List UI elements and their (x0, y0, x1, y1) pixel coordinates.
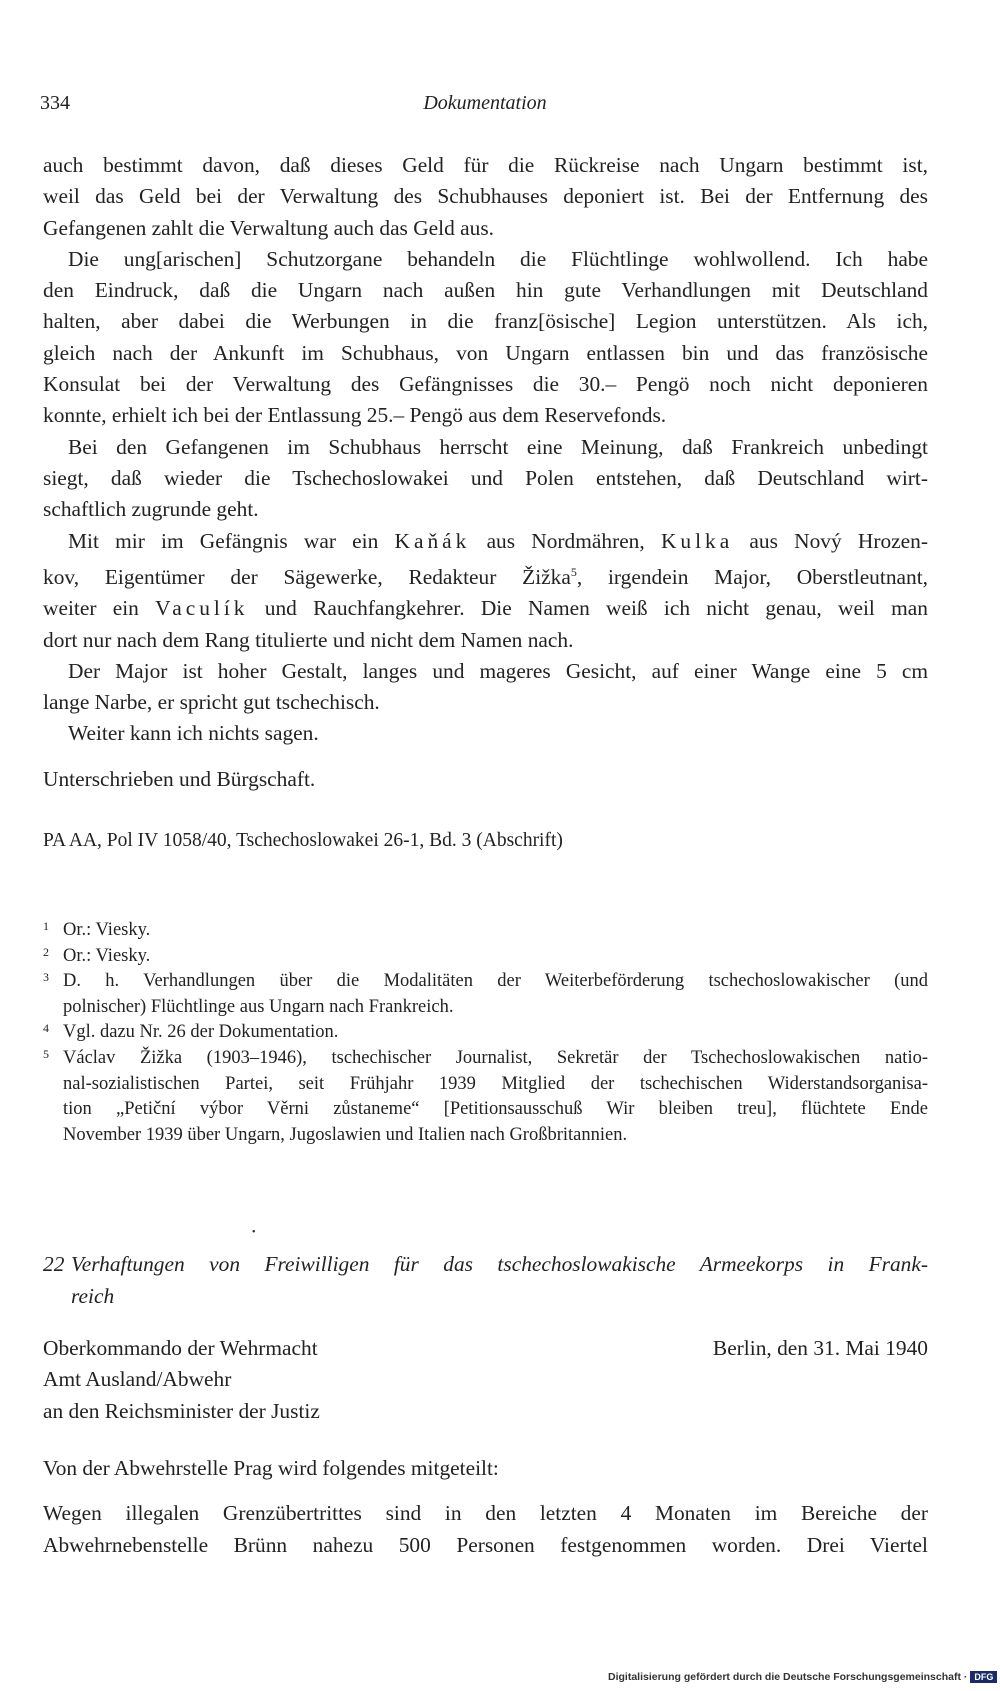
dfg-logo: DFG (970, 1671, 997, 1683)
text-line: konnte, erhielt ich bei der Entlassung 25.– Pengö aus dem Reservefonds. (43, 403, 667, 428)
letter-department: Amt Ausland/Abwehr (43, 1367, 232, 1392)
section-title-line: reich (71, 1284, 115, 1308)
text-line: Der Major ist hoher Gestalt, langes und mageres Gesicht, auf einer Wange eine 5 cm (68, 658, 928, 683)
text-span: , irgendein Major, Oberstleutnant, (576, 564, 928, 589)
letter-recipient: an den Reichsminister der Justiz (43, 1398, 320, 1423)
footnote-ref: 5 (570, 564, 577, 579)
person-name: Kulka (660, 528, 734, 553)
paragraph (43, 150, 928, 244)
body-text (43, 150, 928, 795)
text-span: aus Nordmähren, (486, 528, 645, 553)
person-name: Kaňák (394, 528, 471, 553)
footnote-line: Or.: Viesky. (63, 945, 151, 966)
spacer (43, 750, 928, 764)
text-span: weiter ein (43, 596, 139, 621)
paragraph (43, 244, 928, 432)
footnote (43, 1046, 928, 1148)
text-line: dort nur nach dem Rang titulierte und nicht dem Namen nach. (43, 627, 574, 652)
footnote-line: Vgl. dazu Nr. 26 der Dokumentation. (63, 1022, 339, 1043)
page-header (40, 92, 930, 120)
footnote-line: Or.: Viesky. (63, 920, 151, 940)
footnote (43, 969, 928, 1020)
text-line: gleich nach der Ankunft im Schubhaus, von Ungarn entlassen bin und das französische (43, 340, 928, 365)
footnote-line: tion „Petiční výbor Věrni zůstaneme“ [Petitionsausschuß Wir bleiben treu], flüchtete Ende (63, 1099, 928, 1120)
letter-sender: Oberkommando der Wehrmacht (43, 1336, 318, 1360)
letter-body (43, 1453, 928, 1561)
person-name: Vaculík (155, 596, 249, 621)
text-line: Wegen illegalen Grenzübertrittes sind in den letzten 4 Monaten im Bereiche der (43, 1501, 928, 1526)
text-line (43, 593, 928, 624)
text-line (43, 526, 928, 557)
text-line: lange Narbe, er spricht gut tschechisch. (43, 690, 380, 715)
text-line: den Eindruck, daß die Ungarn nach außen hin gute Verhandlungen mit Deutschland (43, 278, 928, 303)
text-line: weil das Geld bei der Verwaltung des Schubhauses deponiert ist. Bei der Entfernung des (43, 184, 928, 209)
text-line: Konsulat bei der Verwaltung des Gefängnisses die 30.– Pengö noch nicht deponieren (43, 372, 928, 397)
source-citation: PA AA, Pol IV 1058/40, Tschechoslowakei 26-1, Bd. 3 (Abschrift) (43, 830, 563, 851)
footnote-number: 1 (43, 919, 49, 933)
digitization-footer (608, 1671, 997, 1683)
footnote-number: 4 (43, 1021, 49, 1036)
text-line: Bei den Gefangenen im Schubhaus herrscht eine Meinung, daß Frankreich unbedingt (68, 434, 928, 459)
text-line: Abwehrnebenstelle Brünn nahezu 500 Personen festgenommen worden. Drei Viertel (43, 1532, 928, 1557)
section-heading (43, 1248, 928, 1312)
text-span: kov, Eigentümer der Sägewerke, Redakteur Žižka (43, 564, 571, 589)
footnote-number: 5 (43, 1046, 49, 1061)
letter-place-date: Berlin, den 31. Mai 1940 (712, 1336, 928, 1360)
text-line: auch bestimmt davon, daß dieses Geld für die Rückreise nach Ungarn bestimmt ist, (43, 153, 928, 177)
running-head: Dokumentation (423, 92, 547, 114)
signature-note: Unterschrieben und Bürgschaft. (43, 766, 316, 791)
text-line: Gefangenen zahlt die Verwaltung auch das Geld aus. (43, 215, 495, 240)
section-title-line: Verhaftungen von Freiwilligen für das tschechoslowakische Armeekorps in Frank- (71, 1252, 928, 1276)
footnote-line: Václav Žižka (1903–1946), tschechischer Journalist, Sekretär der Tschechoslowakischen natio- (63, 1047, 928, 1068)
text-line: schaftlich zugrunde geht. (43, 497, 259, 522)
paragraph (43, 432, 928, 526)
footnote-line: November 1939 über Ungarn, Jugoslawien und Italien nach Großbritannien. (63, 1124, 628, 1145)
footnote (43, 918, 928, 944)
text-line: halten, aber dabei die Werbungen in die franz[ösische] Legion unterstützen. Als ich, (43, 309, 928, 334)
footer-text: Digitalisierung gefördert durch die Deutsche Forschungsgemeinschaft · (608, 1671, 968, 1683)
paragraph (43, 656, 928, 719)
text-span: aus Nový Hrozen- (749, 528, 928, 553)
section-number: 22 (43, 1252, 65, 1276)
print-mark: • (252, 1227, 256, 1238)
footnote (43, 944, 928, 970)
page-number: 334 (40, 92, 70, 114)
letter-header (43, 1333, 928, 1427)
letter-intro: Von der Abwehrstelle Prag wird folgendes mitgeteilt: (43, 1456, 499, 1480)
footnote-line: polnischer) Flüchtlinge aus Ungarn nach Frankreich. (63, 996, 454, 1017)
text-line: siegt, daß wieder die Tschechoslowakei und Polen entstehen, daß Deutschland wirt- (43, 465, 928, 490)
paragraph (43, 526, 928, 656)
footnote-line: D. h. Verhandlungen über die Modalitäten der Weiterbeförderung tschechoslowakischer (und (63, 971, 928, 992)
text-span: Mit mir im Gefängnis war ein (68, 528, 379, 553)
paragraph: Weiter kann ich nichts sagen. (68, 721, 319, 746)
footnote-line: nal-sozialistischen Partei, seit Frühjahr 1939 Mitglied der tschechischen Widerstandsorganisa- (63, 1073, 928, 1094)
footnote-number: 2 (43, 944, 49, 959)
text-line (43, 557, 928, 593)
footnote-number: 3 (43, 970, 49, 985)
letter-header-row (43, 1333, 928, 1364)
spacer (43, 1484, 928, 1498)
footnotes (43, 918, 928, 1148)
text-span: und Rauchfangkehrer. Die Namen weiß ich nicht genau, weil man (264, 596, 928, 621)
text-line: Die ung[arischen] Schutzorgane behandeln die Flüchtlinge wohlwollend. Ich habe (68, 246, 928, 271)
footnote (43, 1020, 928, 1046)
